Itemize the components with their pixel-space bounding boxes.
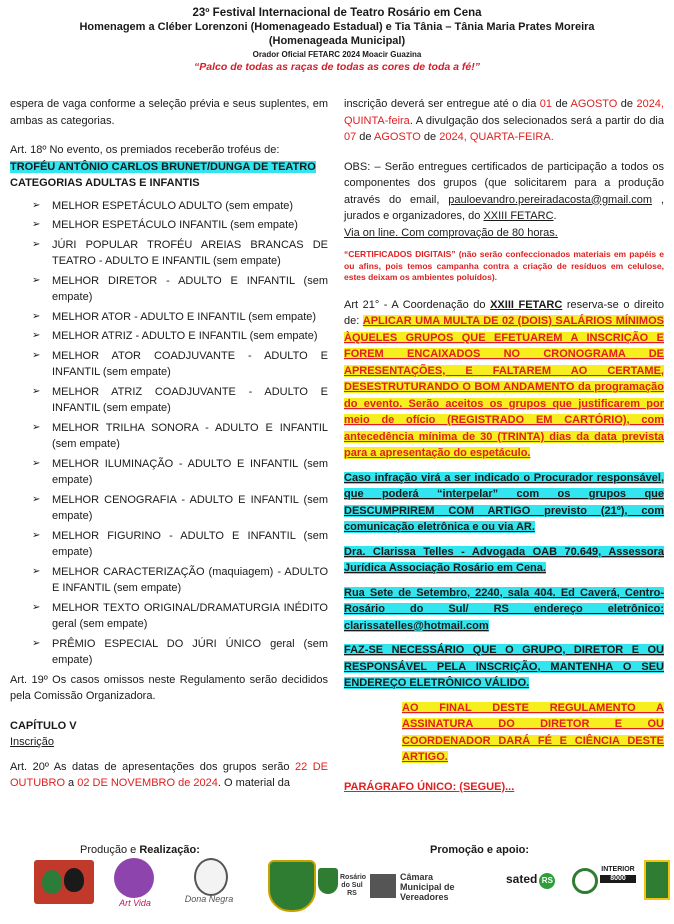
address-info: Rua Sete de Setembro, 2240, sala 404. Ed Caverá, Centro-Rosário do Sul/ RS endereço eletrônico: — [344, 586, 664, 615]
rosario-shield-icon — [318, 868, 338, 894]
obs-text: OBS: – Serão entregues certificados de participação a todos os componentes dos grupos (que solicitarem para a produção através do email, pauloevandro.pereiradacosta@gmail.com , jurados e organizadores, do XXIII FETARC. — [344, 160, 664, 222]
production-title: Produção e Realização: — [80, 844, 200, 856]
award-item — [10, 636, 328, 669]
awards-list — [10, 198, 328, 669]
arrow-bullet-icon: ➢ — [32, 310, 41, 322]
award-label: MELHOR DIRETOR - ADULTO E INFANTIL (sem empate) — [52, 274, 328, 303]
award-item — [10, 237, 328, 270]
arrow-bullet-icon: ➢ — [32, 601, 41, 613]
official-speaker: Orador Oficial FETARC 2024 Moacir Guazina — [252, 50, 422, 59]
award-item — [10, 420, 328, 453]
award-item — [10, 528, 328, 561]
award-label: MELHOR CARACTERIZAÇÃO (maquiagem) - ADULTO E INFANTIL (sem empate) — [52, 565, 328, 594]
lawyer-email-link[interactable]: clarissatelles@hotmail.com — [344, 619, 489, 632]
arrow-bullet-icon: ➢ — [32, 219, 41, 230]
award-item — [10, 217, 328, 234]
award-label: PRÊMIO ESPECIAL DO JÚRI ÚNICO geral (sem empate) — [52, 637, 328, 666]
sated-rs-logo: sated RS — [506, 872, 555, 889]
lawyer-info: Dra. Clarissa Telles - Advogada OAB 70.649, Assessora Jurídica Associação Rosário em Cena. — [344, 545, 664, 574]
arrow-bullet-icon: ➢ — [32, 565, 41, 577]
arrow-bullet-icon: ➢ — [32, 529, 41, 541]
award-item — [10, 273, 328, 306]
arrow-bullet-icon: ➢ — [32, 274, 41, 286]
award-item — [10, 600, 328, 633]
flag-logo — [644, 860, 670, 900]
right-column — [344, 96, 664, 795]
award-label: MELHOR FIGURINO - ADULTO E INFANTIL (sem empate) — [52, 529, 328, 558]
circle-seal-logo — [572, 868, 598, 894]
award-label: MELHOR CENOGRAFIA - ADULTO E INFANTIL (sem empate) — [52, 493, 328, 522]
award-label: MELHOR ATOR COADJUVANTE - ADULTO E INFANTIL (sem empate) — [52, 349, 328, 378]
arrow-bullet-icon: ➢ — [32, 385, 41, 397]
categories-heading: CATEGORIAS ADULTAS E INFANTIS — [10, 177, 200, 189]
dona-negra-logo: Dona Negra — [180, 858, 238, 908]
theatre-masks-logo — [34, 860, 94, 904]
award-label: MELHOR ATRIZ - ADULTO E INFANTIL (sem empate) — [52, 330, 318, 342]
honoree-municipal: (Homenageada Municipal) — [268, 35, 406, 47]
award-item — [10, 328, 328, 345]
award-item — [10, 384, 328, 417]
producao-email-link[interactable]: pauloevandro.pereiradacosta@gmail.com — [448, 193, 653, 206]
award-label: MELHOR ESPETÁCULO INFANTIL (sem empate) — [52, 219, 298, 231]
trophy-name: TROFÉU ANTÔNIO CARLOS BRUNET/DUNGA DE TEATRO — [10, 160, 316, 173]
single-paragraph-heading: PARÁGRAFO ÚNICO: (SEGUE)... — [344, 780, 515, 793]
art19-text: Art. 19º Os casos omissos neste Regulamento serão decididos pela Comissão Organizadora. — [10, 673, 328, 702]
intro-text: espera de vaga conforme a seleção prévia e seus suplentes, em ambas as categorias. — [10, 98, 328, 127]
signature-notice: AO FINAL DESTE REGULAMENTO A ASSINATURA DO DIRETOR E OU COORDENADOR DARÁ FÉ E CIÊNCIA DESTE ARTIGO. — [402, 701, 664, 763]
art21-text: Art 21° - A Coordenação do XXIII FETARC reserva-se o direito de: APLICAR UMA MULTA DE 02 (DOIS) SALÁRIOS MÍNIMOS ÀQUELES GRUPOS QUE EFETUAREM A INSCRIÇÃO E FOREM ENCAIXADOS NO CRONOGRAMA DE APRESENTAÇÕES, E FALTAREM AO CERTAME, DESESTRUTURANDO O BOM ANDAMENTO da programação do evento. Serão aceitos os grupos que justificarem por meio de ofício (REGISTRADO EM CARTÓRIO), com antecedência mínima de 30 (TRINTA) dias da data prevista para a apresentação do espetáculo. — [344, 298, 664, 459]
slogan: “Palco de todas as raças de todas as cores de toda a fé!” — [194, 61, 480, 73]
infraction-notice: Caso infração virá a ser indicado o Procurador responsável, que poderá “interpelar” com os grupos que DESCUMPRIREM COM ARTIGO previsto (21º), com comunicação eletrônica e ou via AR. — [344, 471, 664, 533]
certificates-note: “CERTIFICADOS DIGITAIS” (não serão confeccionados materiais em papéis e ou afins, pois temos campanha contra a criação de resíduos em celulose, estes deixam os ambientes poluídos). — [344, 249, 664, 282]
promotion-title: Promoção e apoio: — [430, 844, 530, 856]
award-label: MELHOR ATRIZ COADJUVANTE - ADULTO E INFANTIL (sem empate) — [52, 385, 328, 414]
document-header — [0, 6, 674, 75]
art18-text: Art. 18º No evento, os premiados receberão troféus de: — [10, 144, 280, 156]
camara-municipal-logo: Câmara Municipal de Vereadores — [370, 872, 460, 902]
arrow-bullet-icon: ➢ — [32, 238, 41, 250]
arrow-bullet-icon: ➢ — [32, 421, 41, 433]
festival-title: 23º Festival Internacional de Teatro Rosário em Cena — [192, 7, 482, 19]
municipal-shield-logo — [268, 860, 316, 912]
award-item — [10, 456, 328, 489]
award-label: MELHOR ILUMINAÇÃO - ADULTO E INFANTIL (sem empate) — [52, 457, 328, 486]
award-label: MELHOR ATOR - ADULTO E INFANTIL (sem empate) — [52, 310, 317, 323]
art21-penalty: APLICAR UMA MULTA DE 02 (DOIS) SALÁRIOS MÍNIMOS ÀQUELES GRUPOS QUE EFETUAREM A INSCRIÇÃO E FOREM ENCAIXADOS NO CRONOGRAMA DE APRESENTAÇÕES, E FALTAREM AO CERTAME, DESESTRUTURANDO O BOM ANDAMENTO da programação do evento. Serão aceitos os grupos que justificarem por meio de ofício (REGISTRADO EM CARTÓRIO), com antecedência mínima de 30 (TRINTA) dias da data prevista para a apresentação do espetáculo. — [344, 315, 664, 459]
award-label: JÚRI POPULAR TROFÉU AREIAS BRANCAS DE TEATRO - ADULTO E INFANTIL (sem empate) — [52, 238, 328, 267]
award-label: MELHOR TEXTO ORIGINAL/DRAMATURGIA INÉDITO geral (sem empate) — [52, 601, 328, 630]
award-label: MELHOR ESPETÁCULO ADULTO (sem empate) — [52, 199, 294, 212]
online-note: Via on line. Com comprovação de 80 horas. — [344, 226, 558, 239]
award-item — [10, 309, 328, 326]
arrow-bullet-icon: ➢ — [32, 199, 41, 211]
award-item — [10, 198, 328, 215]
arrow-bullet-icon: ➢ — [32, 637, 41, 649]
award-item — [10, 564, 328, 597]
valid-email-notice: FAZ-SE NECESSÁRIO QUE O GRUPO, DIRETOR E OU RESPONSÁVEL PELA INSCRIÇÃO, MANTENHA O SEU ENDEREÇO ELETRÔNICO VÁLIDO. — [344, 644, 664, 689]
chapter-heading: CAPÍTULO V — [10, 719, 77, 732]
rosario-do-sul-label: Rosário do Sul RS — [340, 874, 367, 897]
honorees-line: Homenagem a Cléber Lorenzoni (Homenageado Estadual) e Tia Tânia – Tânia Maria Prates Moreira — [79, 21, 595, 33]
award-label: MELHOR TRILHA SONORA - ADULTO E INFANTIL (sem empate) — [52, 421, 328, 450]
interior-logo: INTERIOR 8000 — [601, 866, 635, 882]
art-vida-logo: Art Vida — [106, 858, 164, 908]
arrow-bullet-icon: ➢ — [32, 330, 41, 341]
inscricao-heading: Inscrição — [10, 736, 55, 748]
left-column — [10, 96, 328, 792]
arrow-bullet-icon: ➢ — [32, 457, 41, 469]
arrow-bullet-icon: ➢ — [32, 349, 41, 361]
deadline-text: inscrição deverá ser entregue até o dia 01 de AGOSTO de 2024, QUINTA-feira. A divulgação dos selecionados será a partir do dia 07 de AGOSTO de 2024, QUARTA-FEIRA. — [344, 98, 664, 143]
award-item — [10, 492, 328, 525]
award-item — [10, 348, 328, 381]
art20-text: Art. 20º As datas de apresentações dos grupos serão 22 DE OUTUBRO a 02 DE NOVEMBRO de 2024. O material da — [10, 760, 329, 789]
arrow-bullet-icon: ➢ — [32, 493, 41, 505]
